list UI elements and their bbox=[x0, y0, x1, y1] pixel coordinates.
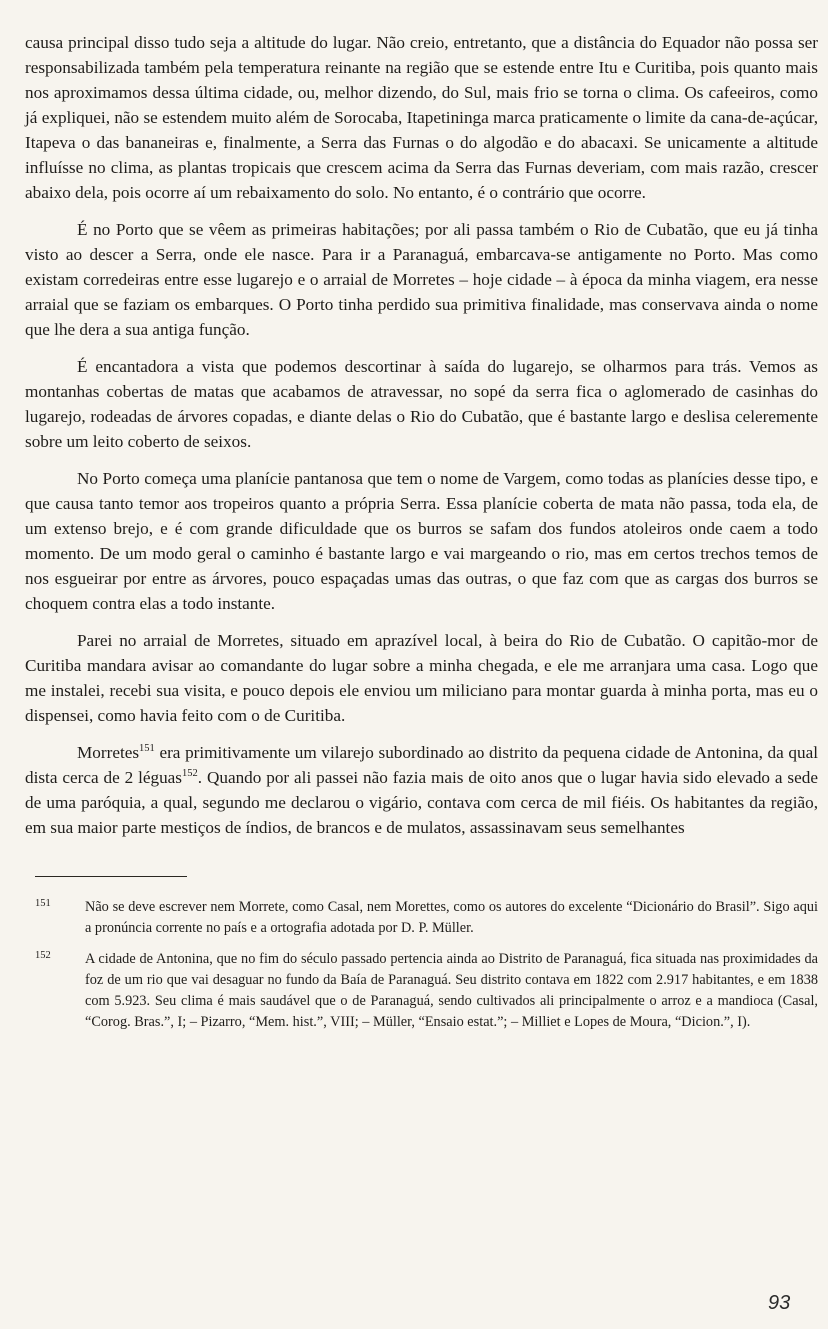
footnote-separator bbox=[35, 876, 187, 877]
paragraph-6 bbox=[25, 740, 818, 840]
footnote-number: 152 bbox=[35, 950, 51, 961]
page-number: 93 bbox=[768, 1292, 791, 1314]
paragraph-3: É encantadora a vista que podemos descortinar à saída do lugarejo, se olharmos para trás. Vemos as montanhas cobertas de matas que acabamos de atravessar, no sopé da serra fica o aglomerado de casinhas do lugarejo, rodeadas de árvores copadas, e diante delas o Rio do Cubatão, que é bastante largo e deslisa celeremente sobre um leito coberto de seixos. bbox=[25, 357, 818, 451]
paragraph-2: É no Porto que se vêem as primeiras habitações; por ali passa também o Rio de Cubatão, que eu já tinha visto ao descer a Serra, onde ele nasce. Para ir a Paranaguá, embarcava-se antigamente no Porto. Mas como existam corredeiras entre esse lugarejo e o arraial de Morretes – hoje cidade – à época da minha viagem, era nesse arraial que se faziam os embarques. O Porto tinha perdido sua primitiva finalidade, mas conservava ainda o nome que lhe dera a sua antiga função. bbox=[25, 220, 818, 339]
paragraph-6-part-3: . Quando por ali passei não fazia mais de oito anos que o lugar havia sido elevado a sede de uma paróquia, a qual, segundo me declarou o vigário, contava com cerca de mil fiéis. Os habitantes da região, em sua maior parte mestiços de índios, de brancos e de mulatos, assassinavam seus semelhantes bbox=[25, 768, 818, 837]
paragraph-5: Parei no arraial de Morretes, situado em aprazível local, à beira do Rio de Cubatão. O capitão-mor de Curitiba mandara avisar ao comandante do lugar sobre a minha chegada, e ele me arranjara uma casa. Logo que me instalei, recebi sua visita, e pouco depois ele enviou um miliciano para montar guarda à minha porta, mas eu o dispensei, como havia feito com o de Curitiba. bbox=[25, 631, 818, 725]
paragraph-4: No Porto começa uma planície pantanosa que tem o nome de Vargem, como todas as planícies desse tipo, e que causa tanto temor aos tropeiros quanto a própria Serra. Essa planície coberta de mata não passa, toda ela, de um extenso brejo, e é com grande dificuldade que os burros se safam dos fundos atoleiros onde caem a todo momento. De um modo geral o caminho é bastante largo e vai margeando o rio, mas em certos trechos temos de nos esgueirar por entre as árvores, pouco espaçadas umas das outras, o que faz com que as cargas dos burros se choquem contra elas a todo instante. bbox=[25, 469, 818, 613]
footnote-text: Não se deve escrever nem Morrete, como Casal, nem Morettes, como os autores do excelente “Dicionário do Brasil”. Sigo aqui a pronúncia corrente no país e a ortografia adotada por D. P. Müller. bbox=[85, 899, 818, 936]
footnote-ref-151[interactable]: 151 bbox=[139, 743, 155, 754]
paragraph-1: causa principal disso tudo seja a altitude do lugar. Não creio, entretanto, que a distância do Equador não possa ser responsabilizada também pela temperatura reinante na região que se estende entre Itu e Curitiba, pois quanto mais nos aproximamos dessa última cidade, ou, melhor dizendo, do Sul, mais frio se torna o clima. Os cafeeiros, como já expliquei, não se estendem muito além de Sorocaba, Itapetininga marca praticamente o limite da cana-de-açúcar, Itapeva o das bananeiras e, finalmente, a Serra das Furnas o do algodão e do abacaxi. Se unicamente a altitude influísse no clima, as plantas tropicais que crescem acima da Serra das Furnas deveriam, com mais razão, crescer abaixo dela, pois ocorre aí um rebaixamento do solo. No entanto, é o contrário que ocorre. bbox=[25, 33, 818, 202]
footnote-text: A cidade de Antonina, que no fim do século passado pertencia ainda ao Distrito de Paranaguá, fica situada nas proximidades da foz de um rio que vai desaguar no fundo da Baía de Paranaguá. Seu distrito contava em 1822 com 2.917 habitantes, e em 1838 com 5.923. Seu clima é mais saudável que o de Paranaguá, sendo cultivados ali principalmente o arroz e a mandioca (Casal, “Corog. Bras.”, I; – Pizarro, “Mem. hist.”, VIII; – Müller, “Ensaio estat.”; – Milliet e Lopes de Moura, “Dicion.”, I). bbox=[85, 951, 818, 1030]
paragraph-6-part-1: Morretes bbox=[77, 743, 140, 762]
footnote-152 bbox=[25, 949, 818, 1033]
footnote-151 bbox=[25, 897, 818, 939]
page-body bbox=[25, 30, 818, 1043]
footnote-number: 151 bbox=[35, 898, 51, 909]
footnote-ref-152[interactable]: 152 bbox=[182, 768, 198, 779]
paragraph-6-part-2: era primitivamente um vilarejo subordinado ao distrito da pequena cidade de Antonina, da qual dista cerca de 2 léguas bbox=[25, 743, 818, 787]
